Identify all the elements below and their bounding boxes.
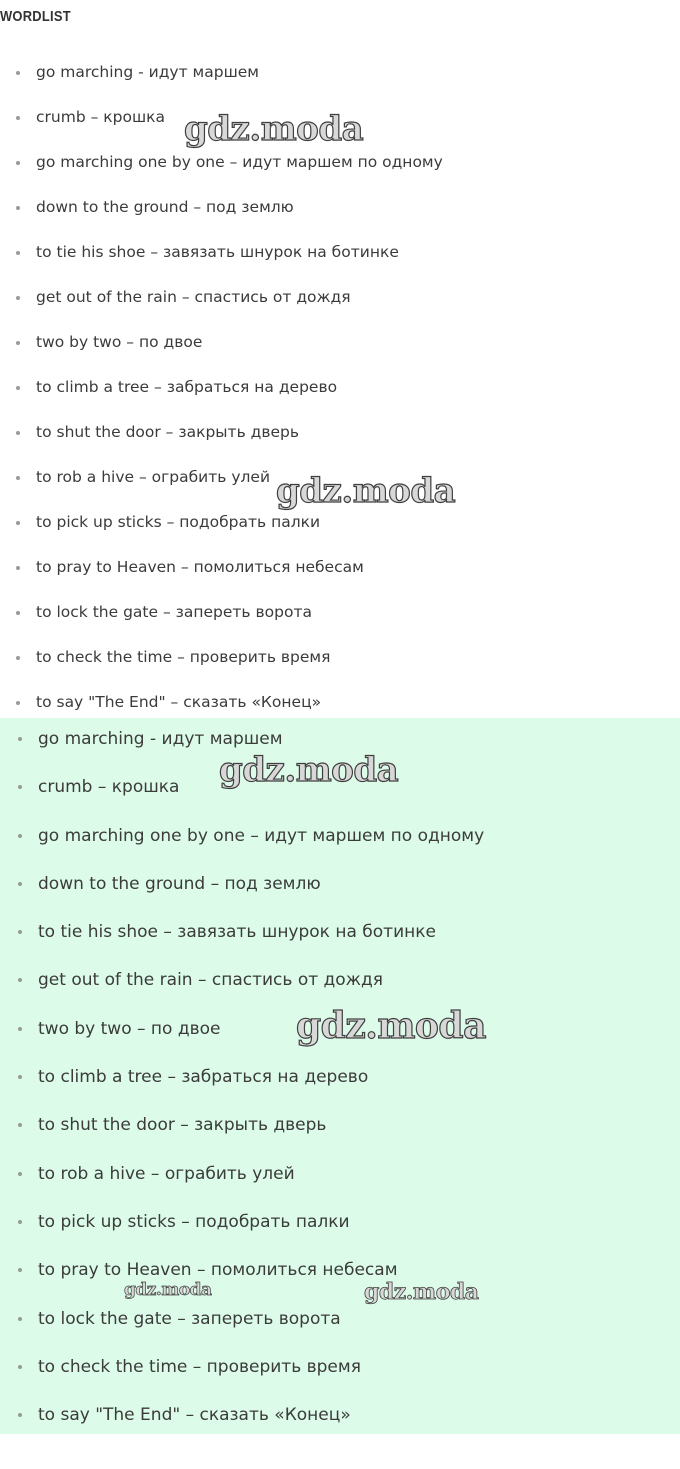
wordlist-highlighted xyxy=(0,718,680,1442)
page-title: WORDLIST xyxy=(0,8,71,25)
highlighted-wordlist-panel xyxy=(0,718,680,1434)
list-item: down to the ground – под землю xyxy=(0,863,680,911)
list-item: get out of the rain – спастись от дождя xyxy=(0,275,680,320)
watermark: gdz.moda xyxy=(124,1280,212,1300)
list-item: go marching one by one – идут маршем по одному xyxy=(0,815,680,863)
list-item: to check the time – проверить время xyxy=(0,635,680,680)
list-item: to shut the door – закрыть дверь xyxy=(0,410,680,455)
list-item: to lock the gate – запереть ворота xyxy=(0,590,680,635)
list-item: to rob a hive – ограбить улей xyxy=(0,1153,680,1201)
list-item: to check the time – проверить время xyxy=(0,1346,680,1394)
watermark: gdz.moda xyxy=(364,1279,479,1305)
wordlist-plain xyxy=(0,50,680,725)
list-item: to rob a hive – ограбить улей xyxy=(0,455,680,500)
list-item: to pick up sticks – подобрать палки xyxy=(0,500,680,545)
list-item: down to the ground – под землю xyxy=(0,185,680,230)
list-item: go marching - идут маршем xyxy=(0,718,680,766)
list-item: to pray to Heaven – помолиться небесам xyxy=(0,1249,680,1297)
list-item: go marching - идут маршем xyxy=(0,50,680,95)
list-item: go marching one by one – идут маршем по одному xyxy=(0,140,680,185)
list-item: to climb a tree – забраться на дерево xyxy=(0,1056,680,1104)
list-item: to say "The End" – сказать «Конец» xyxy=(0,1394,680,1442)
watermark: gdz.moda xyxy=(184,109,364,149)
list-item: to say "The End" – сказать «Конец» xyxy=(0,680,680,725)
list-item: two by two – по двое xyxy=(0,320,680,365)
list-item: crumb – крошка xyxy=(0,766,680,814)
list-item: to tie his shoe – завязать шнурок на ботинке xyxy=(0,911,680,959)
list-item: to lock the gate – запереть ворота xyxy=(0,1298,680,1346)
list-item: to tie his shoe – завязать шнурок на ботинке xyxy=(0,230,680,275)
watermark: gdz.moda xyxy=(219,750,399,790)
list-item: to climb a tree – забраться на дерево xyxy=(0,365,680,410)
list-item: two by two – по двое xyxy=(0,1008,680,1056)
list-item: to shut the door – закрыть дверь xyxy=(0,1104,680,1152)
list-item: to pick up sticks – подобрать палки xyxy=(0,1201,680,1249)
list-item: to pray to Heaven – помолиться небесам xyxy=(0,545,680,590)
list-item: get out of the rain – спастись от дождя xyxy=(0,959,680,1007)
watermark: gdz.moda xyxy=(296,1005,486,1047)
list-item: crumb – крошка xyxy=(0,95,680,140)
watermark: gdz.moda xyxy=(276,471,456,511)
